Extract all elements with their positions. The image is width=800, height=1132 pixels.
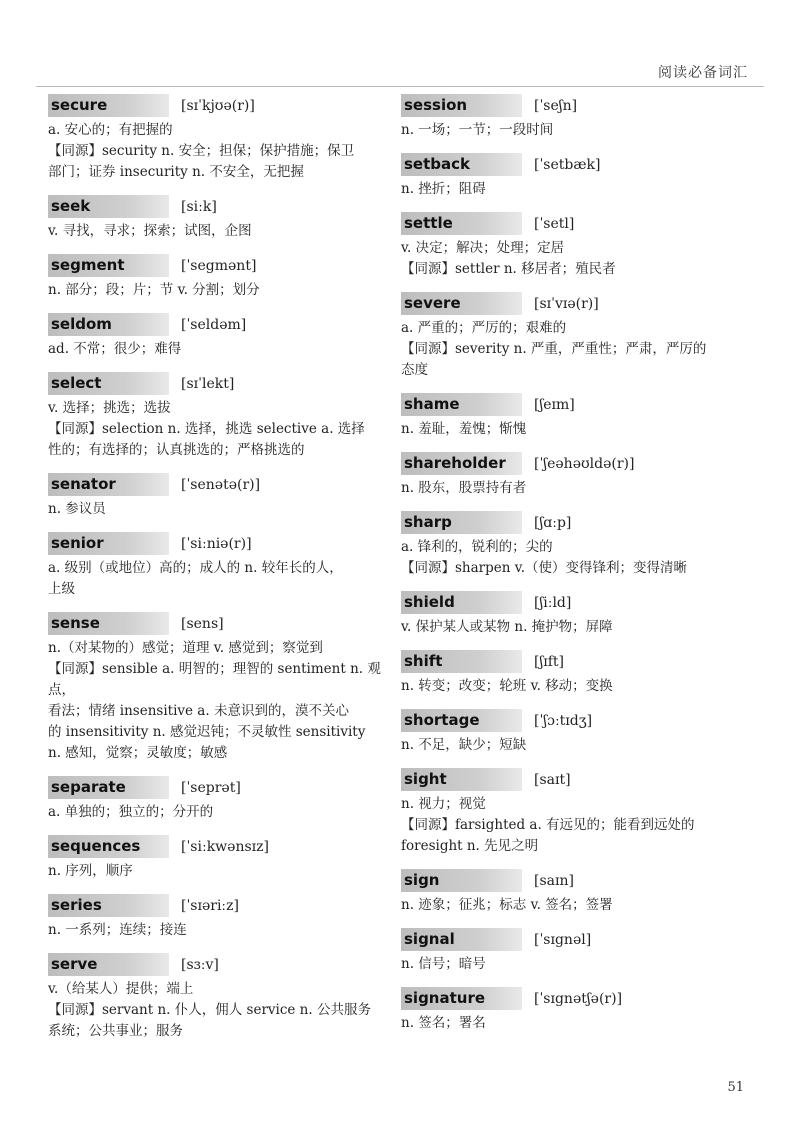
headword: sense <box>48 612 169 635</box>
dictionary-entry <box>401 987 741 1034</box>
entry-head <box>401 153 741 176</box>
entry-head <box>401 393 741 416</box>
entry-head <box>48 532 384 555</box>
entry-head <box>48 94 384 117</box>
entry-head <box>48 473 384 496</box>
headword: separate <box>48 776 169 799</box>
entry-head <box>48 835 384 858</box>
definition-block <box>401 537 741 579</box>
definition-block <box>401 676 741 697</box>
definition-line: 【同源】farsighted a. 有远见的；能看到远处的 <box>401 817 695 833</box>
definition-line: n. 迹象；征兆；标志 v. 签名；签署 <box>401 897 613 913</box>
definition-block <box>48 802 384 823</box>
definition-line: a. 级别（或地位）高的；成人的 n. 较年长的人， <box>48 560 343 576</box>
entry-head <box>48 776 384 799</box>
dictionary-entry <box>48 776 384 823</box>
definition-line: 【同源】settler n. 移居者；殖民者 <box>401 261 616 277</box>
phonetic: [ˈsɪəriːz] <box>181 897 239 914</box>
definition-block <box>401 419 741 440</box>
headword: senior <box>48 532 169 555</box>
definition-block <box>48 558 384 600</box>
definition-line: 【同源】security n. 安全；担保；保护措施；保卫 <box>48 143 355 159</box>
entry-head <box>48 195 384 218</box>
dictionary-entry <box>48 473 384 520</box>
phonetic: [ˈseprət] <box>181 779 241 796</box>
definition-block <box>48 499 384 520</box>
dictionary-entry <box>401 869 741 916</box>
dictionary-entry <box>401 212 741 280</box>
headword: select <box>48 372 169 395</box>
phonetic: [ˈsiːkwənsɪz] <box>181 838 269 855</box>
phonetic: [ˈsɪgnətʃə(r)] <box>534 990 623 1007</box>
page-header-title: 阅读必备词汇 <box>658 65 748 81</box>
headword: sequences <box>48 835 169 858</box>
definition-line: 【同源】sensible a. 明智的；理智的 sentiment n. 观点， <box>48 661 381 698</box>
headword: series <box>48 894 169 917</box>
headword: serve <box>48 953 169 976</box>
headword: seldom <box>48 313 169 336</box>
phonetic: [ʃɑːp] <box>534 514 572 531</box>
phonetic: [sens] <box>181 615 224 632</box>
definition-line: n. 参议员 <box>48 501 106 517</box>
definition-line: n. 一场；一节；一段时间 <box>401 122 554 138</box>
definition-line: n. 羞耻，羞愧；惭愧 <box>401 421 527 437</box>
definition-line: n. 信号；暗号 <box>401 956 486 972</box>
definition-block <box>401 238 741 280</box>
entry-head <box>401 591 741 614</box>
definition-block <box>401 1013 741 1034</box>
header-divider <box>36 86 764 87</box>
definition-block <box>48 339 384 360</box>
dictionary-entry <box>48 953 384 1042</box>
dictionary-entry <box>48 532 384 600</box>
definition-block <box>48 120 384 183</box>
phonetic: [sɪˈvɪə(r)] <box>534 295 599 312</box>
phonetic: [saɪn] <box>534 872 574 889</box>
definition-line: a. 严重的；严厉的；艰难的 <box>401 320 567 336</box>
dictionary-entry <box>48 835 384 882</box>
definition-line: foresight n. 先见之明 <box>401 838 539 854</box>
definition-block <box>48 638 384 764</box>
definition-line: n. 转变；改变；轮班 v. 移动；变换 <box>401 678 613 694</box>
dictionary-entry <box>401 928 741 975</box>
entry-head <box>401 452 741 475</box>
definition-block <box>401 478 741 499</box>
dictionary-entry <box>48 94 384 183</box>
dictionary-entry <box>48 612 384 764</box>
definition-line: 【同源】severity n. 严重，严重性；严肃，严厉的 <box>401 341 707 357</box>
definition-line: 上级 <box>48 581 75 597</box>
entry-head <box>401 768 741 791</box>
phonetic: [ˈseldəm] <box>181 316 247 333</box>
definition-line: 性的；有选择的；认真挑选的；严格挑选的 <box>48 442 305 458</box>
definition-block <box>401 954 741 975</box>
phonetic: [ʃɪft] <box>534 653 565 670</box>
phonetic: [ʃeɪm] <box>534 396 575 413</box>
headword: shift <box>401 650 522 673</box>
definition-line: 【同源】selection n. 选择，挑选 selective a. 选择 <box>48 421 365 437</box>
entry-head <box>401 94 741 117</box>
headword: secure <box>48 94 169 117</box>
definition-block <box>401 794 741 857</box>
phonetic: [ʃiːld] <box>534 594 572 611</box>
phonetic: [ˈseʃn] <box>534 97 578 114</box>
definition-line: 【同源】servant n. 仆人，佣人 service n. 公共服务 <box>48 1002 371 1018</box>
dictionary-entry <box>401 153 741 200</box>
phonetic: [ˈʃeəhəʊldə(r)] <box>534 455 635 472</box>
definition-block <box>48 221 384 242</box>
entry-head <box>48 372 384 395</box>
headword: setback <box>401 153 522 176</box>
page-number: 51 <box>727 1080 744 1095</box>
definition-block <box>401 120 741 141</box>
definition-block <box>48 280 384 301</box>
dictionary-entry <box>48 372 384 461</box>
headword: seek <box>48 195 169 218</box>
entry-head <box>401 869 741 892</box>
headword: session <box>401 94 522 117</box>
definition-block <box>401 735 741 756</box>
definition-line: 部门；证券 insecurity n. 不安全，无把握 <box>48 164 304 180</box>
headword: sign <box>401 869 522 892</box>
definition-line: n.（对某物的）感觉；道理 v. 感觉到；察觉到 <box>48 640 323 656</box>
dictionary-entry <box>48 894 384 941</box>
entry-head <box>401 650 741 673</box>
headword: signature <box>401 987 522 1010</box>
entry-head <box>48 612 384 635</box>
definition-block <box>48 979 384 1042</box>
phonetic: [ˈʃɔːtɪdʒ] <box>534 712 593 729</box>
definition-block <box>48 398 384 461</box>
headword: sharp <box>401 511 522 534</box>
left-column <box>48 94 384 1054</box>
phonetic: [siːk] <box>181 198 217 215</box>
headword: severe <box>401 292 522 315</box>
definition-block <box>401 179 741 200</box>
definition-block <box>401 617 741 638</box>
definition-line: n. 序列，顺序 <box>48 863 133 879</box>
definition-line: a. 安心的；有把握的 <box>48 122 173 138</box>
dictionary-entry <box>48 195 384 242</box>
entry-head <box>48 313 384 336</box>
definition-block <box>48 861 384 882</box>
headword: segment <box>48 254 169 277</box>
phonetic: [ˈsenətə(r)] <box>181 476 261 493</box>
definition-block <box>48 920 384 941</box>
phonetic: [sɜːv] <box>181 956 219 973</box>
definition-line: 态度 <box>401 362 428 378</box>
dictionary-entry <box>401 393 741 440</box>
phonetic: [sɪˈlekt] <box>181 375 235 392</box>
dictionary-entry <box>401 709 741 756</box>
headword: settle <box>401 212 522 235</box>
headword: shield <box>401 591 522 614</box>
phonetic: [saɪt] <box>534 771 571 788</box>
dictionary-entry <box>401 511 741 579</box>
definition-line: n. 视力；视觉 <box>401 796 486 812</box>
entry-head <box>401 928 741 951</box>
definition-line: v. 选择；挑选；选拔 <box>48 400 171 416</box>
headword: shareholder <box>401 452 522 475</box>
dictionary-entry <box>401 768 741 857</box>
dictionary-entry <box>401 650 741 697</box>
entry-head <box>48 254 384 277</box>
entry-head <box>401 511 741 534</box>
entry-head <box>401 292 741 315</box>
dictionary-entry <box>401 591 741 638</box>
headword: shortage <box>401 709 522 732</box>
definition-line: n. 感知，觉察；灵敏度；敏感 <box>48 745 228 761</box>
definition-line: n. 签名；署名 <box>401 1015 486 1031</box>
definition-line: 系统；公共事业；服务 <box>48 1023 183 1039</box>
dictionary-entry <box>48 254 384 301</box>
phonetic: [ˈsetl] <box>534 215 575 232</box>
dictionary-entry <box>401 452 741 499</box>
definition-line: a. 单独的；独立的；分开的 <box>48 804 214 820</box>
dictionary-entry <box>48 313 384 360</box>
phonetic: [ˈsegmənt] <box>181 257 257 274</box>
definition-line: v. 寻找，寻求；探索；试图，企图 <box>48 223 252 239</box>
headword: shame <box>401 393 522 416</box>
dictionary-entry <box>401 292 741 381</box>
definition-line: n. 挫折；阻碍 <box>401 181 486 197</box>
headword: signal <box>401 928 522 951</box>
right-column <box>401 94 741 1046</box>
definition-line: ad. 不常；很少；难得 <box>48 341 182 357</box>
definition-block <box>401 895 741 916</box>
phonetic: [ˈsetbæk] <box>534 156 601 173</box>
entry-head <box>401 212 741 235</box>
definition-line: v.（给某人）提供；端上 <box>48 981 194 997</box>
headword: senator <box>48 473 169 496</box>
definition-line: 的 insensitivity n. 感觉迟钝；不灵敏性 sensitivity <box>48 724 366 740</box>
definition-block <box>401 318 741 381</box>
definition-line: v. 决定；解决；处理；定居 <box>401 240 565 256</box>
definition-line: 【同源】sharpen v.（使）变得锋利；变得清晰 <box>401 560 688 576</box>
definition-line: 看法；情绪 insensitive a. 未意识到的，漠不关心 <box>48 703 349 719</box>
definition-line: n. 不足，缺少；短缺 <box>401 737 527 753</box>
phonetic: [ˈsɪgnəl] <box>534 931 592 948</box>
definition-line: a. 锋利的，锐利的；尖的 <box>401 539 553 555</box>
entry-head <box>48 894 384 917</box>
entry-head <box>48 953 384 976</box>
definition-line: n. 部分；段；片；节 v. 分割；划分 <box>48 282 260 298</box>
phonetic: [ˈsiːniə(r)] <box>181 535 252 552</box>
dictionary-entry <box>401 94 741 141</box>
phonetic: [sɪˈkjʊə(r)] <box>181 97 255 114</box>
entry-head <box>401 987 741 1010</box>
definition-line: n. 股东，股票持有者 <box>401 480 527 496</box>
definition-line: n. 一系列；连续；接连 <box>48 922 187 938</box>
definition-line: v. 保护某人或某物 n. 掩护物；屏障 <box>401 619 613 635</box>
headword: sight <box>401 768 522 791</box>
entry-head <box>401 709 741 732</box>
